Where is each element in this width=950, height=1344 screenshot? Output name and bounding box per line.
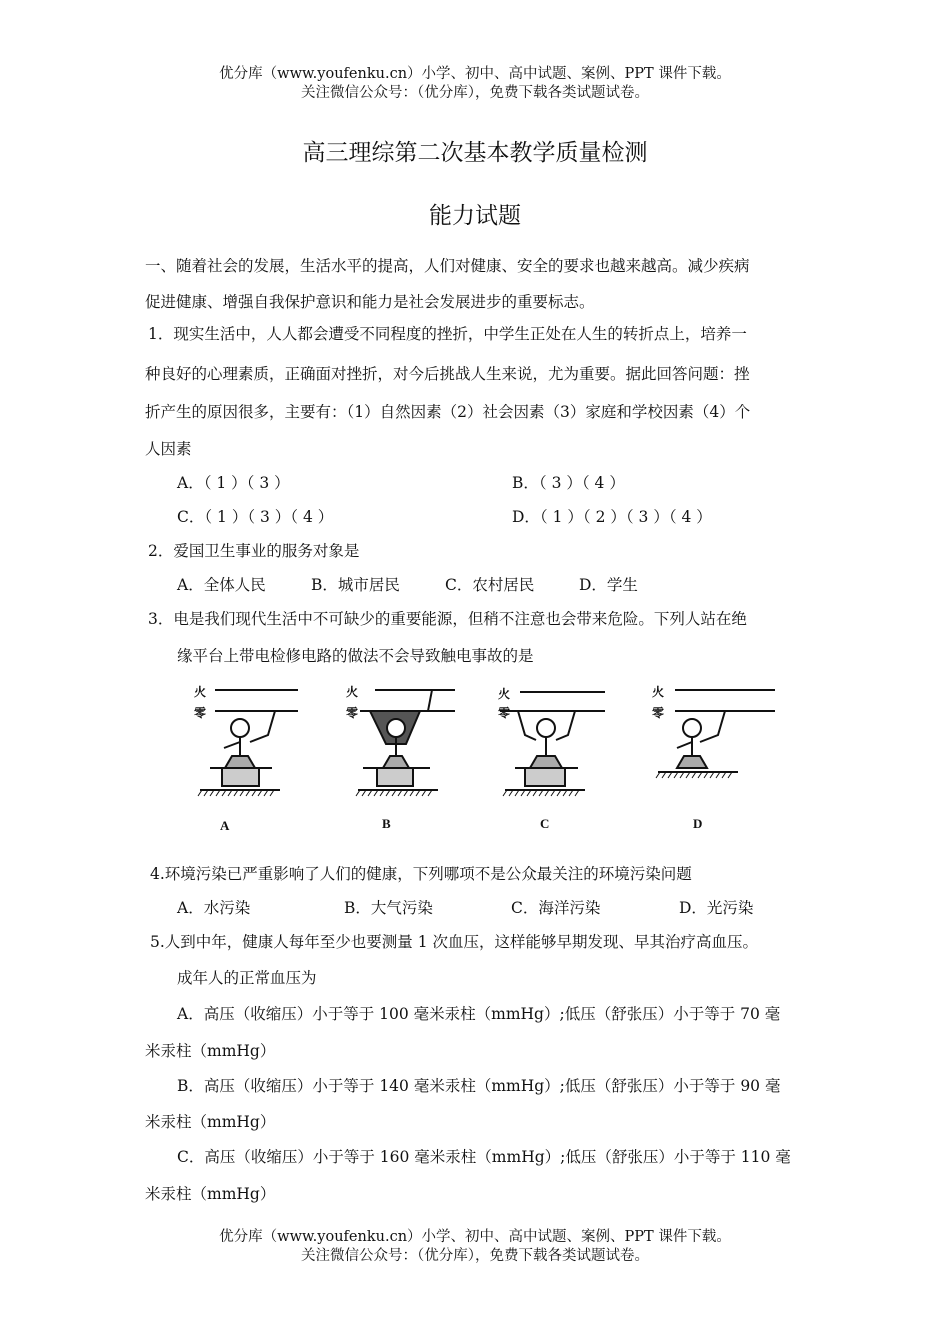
q1-option-a: A．（ 1 ）（ 3 ） <box>177 474 290 492</box>
footer-line-1: 优分库（www.youfenku.cn）小学、初中、高中试题、案例、PPT 课件下载。 <box>219 1229 731 1245</box>
panel-a <box>200 690 298 790</box>
q4-stem: 4.环境污染已严重影响了人们的健康，下列哪项不是公众最关注的环境污染问题 <box>150 865 692 883</box>
wire-neutral-label-c: 零 <box>498 706 511 720</box>
header-line-2: 关注微信公众号：（优分库），免费下载各类试题试卷。 <box>301 85 649 101</box>
q4-option-a: A．水污染 <box>177 899 251 917</box>
q5-option-b-line-1: B．高压（收缩压）小于等于 140 毫米汞柱（mmHg）;低压（舒张压）小于等于 90 毫 <box>177 1077 781 1095</box>
wire-live-label-d: 火 <box>652 685 665 699</box>
figure-label-d: D <box>693 816 703 831</box>
q5-option-a-line-2: 米汞柱（mmHg） <box>145 1042 276 1060</box>
q1-line-3: 折产生的原因很多，主要有：（1）自然因素（2）社会因素（3）家庭和学校因素（4）个 <box>145 403 751 421</box>
q1-option-b: B．（ 3 ）（ 4 ） <box>512 474 625 492</box>
q5-option-a-line-1: A．高压（收缩压）小于等于 100 毫米汞柱（mmHg）;低压（舒张压）小于等于 70 毫 <box>177 1005 781 1023</box>
figure-label-a: A <box>220 818 230 833</box>
intro-line-1: 一、随着社会的发展，生活水平的提高，人们对健康、安全的要求也越来越高。减少疾病 <box>145 257 750 275</box>
q4-option-b: B．大气污染 <box>344 899 433 917</box>
q3-line-1: 3．电是我们现代生活中不可缺少的重要能源，但稍不注意也会带来危险。下列人站在绝 <box>148 610 747 628</box>
q1-line-1: 1．现实生活中，人人都会遭受不同程度的挫折，中学生正处在人生的转折点上，培养一 <box>148 325 747 343</box>
q3-line-2: 缘平台上带电检修电路的做法不会导致触电事故的是 <box>177 647 534 665</box>
q4-option-d: D．光污染 <box>679 899 754 917</box>
q5-option-c-line-2: 米汞柱（mmHg） <box>145 1185 276 1203</box>
intro-line-2: 促进健康、增强自我保护意识和能力是社会发展进步的重要标志。 <box>145 293 595 311</box>
q1-option-c: C．（ 1 ）（ 3 ）（ 4 ） <box>177 508 334 526</box>
wire-live-label-b: 火 <box>346 685 359 699</box>
wire-live-label-c: 火 <box>498 687 511 701</box>
wire-neutral-label-a: 零 <box>194 706 207 720</box>
page-title: 高三理综第二次基本教学质量检测 <box>302 140 648 166</box>
q1-line-2: 种良好的心理素质，正确面对挫折，对今后挑战人生来说，尤为重要。据此回答问题：挫 <box>145 365 750 383</box>
q1-option-d: D．（ 1 ）（ 2 ）（ 3 ）（ 4 ） <box>512 508 712 526</box>
wire-live-label-a: 火 <box>194 685 207 699</box>
footer-line-2: 关注微信公众号：（优分库），免费下载各类试题试卷。 <box>301 1248 649 1264</box>
q5-option-c-line-1: C．高压（收缩压）小于等于 160 毫米汞柱（mmHg）;低压（舒张压）小于等于 110 毫 <box>177 1148 791 1166</box>
q5-line-2: 成年人的正常血压为 <box>177 969 317 987</box>
wire-neutral-label-d: 零 <box>652 706 665 720</box>
panel-b <box>358 690 455 790</box>
q2-option-c: C．农村居民 <box>445 576 535 594</box>
electrician-figure <box>180 680 800 840</box>
q2-option-a: A．全体人民 <box>177 576 266 594</box>
figure-label-b: B <box>382 816 391 831</box>
q2-stem: 2．爱国卫生事业的服务对象是 <box>148 542 360 560</box>
q4-option-c: C．海洋污染 <box>511 899 601 917</box>
q5-line-1: 5.人到中年，健康人每年至少也要测量 1 次血压，这样能够早期发现、早其治疗高血压。 <box>150 933 759 951</box>
wire-neutral-label-b: 零 <box>346 706 359 720</box>
page-subtitle: 能力试题 <box>429 203 521 229</box>
panel-c <box>500 692 605 790</box>
figure-label-c: C <box>540 816 550 831</box>
q2-option-b: B．城市居民 <box>311 576 400 594</box>
q1-line-4: 人因素 <box>145 440 192 458</box>
header-line-1: 优分库（www.youfenku.cn）小学、初中、高中试题、案例、PPT 课件下载。 <box>219 66 731 82</box>
panel-d <box>658 690 775 772</box>
q5-option-b-line-2: 米汞柱（mmHg） <box>145 1113 276 1131</box>
q2-option-d: D．学生 <box>579 576 638 594</box>
